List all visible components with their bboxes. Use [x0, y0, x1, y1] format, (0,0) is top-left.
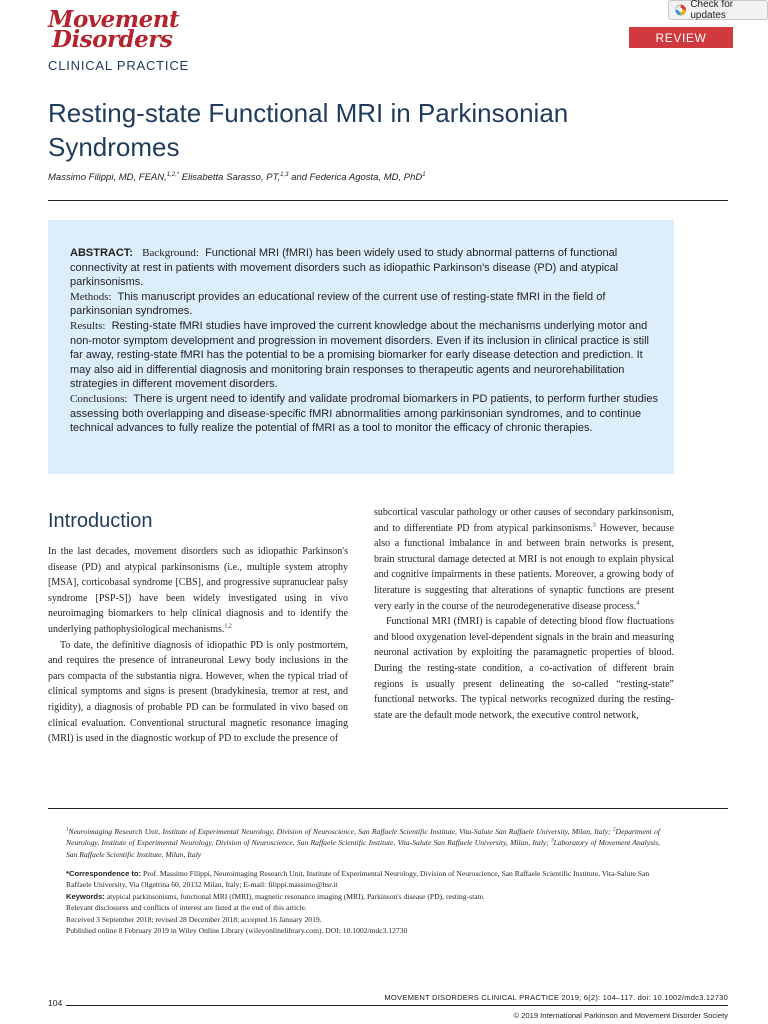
abstract-section-text: This manuscript provides an educational review of the current use of resting-state fMRI in the field of parkinsonian syndromes. — [70, 290, 606, 318]
footnote-divider — [48, 808, 728, 809]
crossmark-icon — [675, 4, 686, 16]
article-title: Resting-state Functional MRI in Parkinsonian Syndromes — [48, 98, 569, 162]
page-number: 104 — [48, 998, 63, 1008]
keywords-label: Keywords: — [66, 891, 105, 901]
abstract-label: ABSTRACT: — [70, 247, 133, 259]
article-type-badge: REVIEW — [629, 27, 733, 48]
citation-ref: 1,2 — [224, 623, 232, 630]
check-for-updates-label: Check for updates — [690, 0, 734, 21]
author-affiliation: 1 — [422, 172, 426, 178]
journal-citation: MOVEMENT DISORDERS CLINICAL PRACTICE 2019; 6(2): 104–117. doi: 10.1002/mdc3.12730 — [384, 993, 728, 1002]
disclosure-note: Relevant disclosures and conflicts of interest are listed at the end of this article. — [66, 903, 307, 913]
body-column-right — [374, 505, 674, 723]
author-name: and Federica Agosta, MD, PhD — [288, 172, 423, 184]
author-affiliation: 1,2,* — [166, 172, 180, 178]
footer-divider — [66, 1005, 728, 1006]
correspondence-label: *Correspondence to: — [66, 869, 142, 878]
paragraph: Functional MRI (fMRI) is capable of detecting blood flow fluctuations and blood oxygenation level-dependent signals in the brain and measuring neuronal activation by exploiting the paramagnetic properties of blood. During the resting-state condition, a co-activation of different brain regions is usually present delineating the so-called “resting-state” functional networks. The typical networks recognized during the resting-state are the default mode network, the executive control network, — [374, 616, 674, 721]
correspondence-text: Prof. Massimo Filippi, Neuroimaging Research Unit, Institute of Experimental Neurology, Division of Neuroscience, San Raffaele Scientific Institute, Vita-Salute San Raffaele University, Via Olgettina 60, 20132 Milan, Italy; E-mail: filippi.massimo@hsr.it — [66, 869, 650, 890]
published-info: Published online 8 February 2019 in Wiley Online Library (wileyonlinelibrary.com). DOI: 10.1002/mdc3.12730 — [66, 926, 408, 936]
abstract-section-text: Functional MRI (fMRI) has been widely used to study abnormal patterns of functional connectivity at rest in patients with movement disorders such as idiopathic Parkinson's disease (PD) and atypical parkinsonisms. — [70, 247, 619, 289]
received-dates: Received 3 September 2018; revised 28 December 2018; accepted 16 January 2019. — [66, 914, 322, 924]
header-divider — [48, 200, 728, 201]
keywords-text: atypical parkinsonisms, functional MRI (fMRI), magnetic resonance imaging (MRI), Parkinson's disease (PD), resting-state. — [104, 891, 485, 901]
abstract-box — [48, 220, 674, 474]
affiliations: $^1$Neuroimaging Research Unit, Institute of Experimental Neurology, Division of Neuroscience, San Raffaele Scientific Institute, Vita-Salute San Raffaele University, Milan, Italy; $^2$Department of Neurology, Institute of Experimental Neurology, Division of Neuroscience, San Raffaele Scientific Institute, Vita-Salute San Raffaele University, Milan, Italy; $^3$Laboratory of Movement Analysis, San Raffaele Scientific Institute, Milan, Italy — [66, 827, 660, 859]
logo-line-1: Movement — [48, 6, 180, 33]
body-column-left — [48, 544, 348, 747]
author-name: Elisabetta Sarasso, PT, — [179, 172, 281, 184]
journal-logo — [48, 6, 180, 53]
author-affiliation: 1,3 — [280, 172, 289, 178]
abstract-section-label: Results: — [70, 319, 106, 332]
citation-ref: 3 — [592, 522, 596, 529]
abstract-section-label: Conclusions: — [70, 392, 128, 405]
author-name: Massimo Filippi, MD, FEAN, — [48, 172, 167, 184]
citation-ref: 4 — [636, 600, 640, 607]
section-heading-introduction: Introduction — [48, 510, 153, 532]
abstract-section-text: Resting-state fMRI studies have improved the current knowledge about the mechanisms underlying motor and non-motor symptom development and progression in movement disorders. Even if its inclusion in clinical practice is still far away, resting-state fMRI has the potential to be a promising biomarker for early disease detection and prediction. It may also aid in differential diagnosis and monitoring brain responses to therapeutic agents and neurorehabilitation strategies in different movement disorders. — [70, 319, 649, 391]
correspondence-block — [66, 868, 660, 936]
paragraph: To date, the definitive diagnosis of idiopathic PD is only postmortem, and requires the presence of intraneuronal Lewy body inclusions in the pars compacta of the substantia nigra. However, when the typical triad of clinical symptoms and signs is present (bradykinesia, tremor at rest, and rigidity), a diagnosis of probable PD can be formulated in vivo based on clinical evaluation. Conventional structural magnetic resonance imaging (MRI) is used in the diagnostic workup of PD to exclude the presence of — [48, 639, 348, 745]
abstract-section-label: Methods: — [70, 290, 112, 303]
abstract-section-text: There is urgent need to identify and validate prodromal biomarkers in PD patients, to perform further studies assessing both overlapping and disease-specific fMRI abnormalities among parkinsonian syndromes, and to continue technical advances to fully realize the potential of fMRI as a tool to monitor the efficacy of chronic therapies. — [70, 392, 658, 435]
paragraph: subcortical vascular pathology or other causes of secondary parkinsonism, and to differentiate PD from atypical parkinsonisms.$^3$ However, because also a functional imbalance in and between brain networks is present, brain structural damage detected at MRI is not enough to explain physical and cognitive impairments in these patients. Moreover, a growing body of literature is suggesting that alterations of synaptic functions are present very early in the course of the neurodegenerative disease process.$^4$ — [374, 507, 675, 612]
check-for-updates-button[interactable] — [668, 0, 768, 20]
copyright-notice: © 2019 International Parkinson and Movement Disorder Society — [513, 1011, 728, 1020]
author-list — [48, 172, 426, 183]
paragraph: In the last decades, movement disorders such as idiopathic Parkinson's disease (PD) and atypical parkinsonisms (i.e., multiple system atrophy [MSA], corticobasal syndrome [CBS], and progressive supranuclear palsy syndrome [PSP-S]) have been widely investigated using in vivo neuroimaging biomarkers to help clinical diagnosis and to identify the underlying pathophysiological mechanisms.$^{1,2}$ — [48, 546, 348, 635]
abstract-section-label: Background: — [142, 247, 199, 259]
logo-line-2: Disorders — [52, 26, 173, 53]
section-label: CLINICAL PRACTICE — [48, 58, 189, 73]
abstract-text — [70, 246, 660, 436]
